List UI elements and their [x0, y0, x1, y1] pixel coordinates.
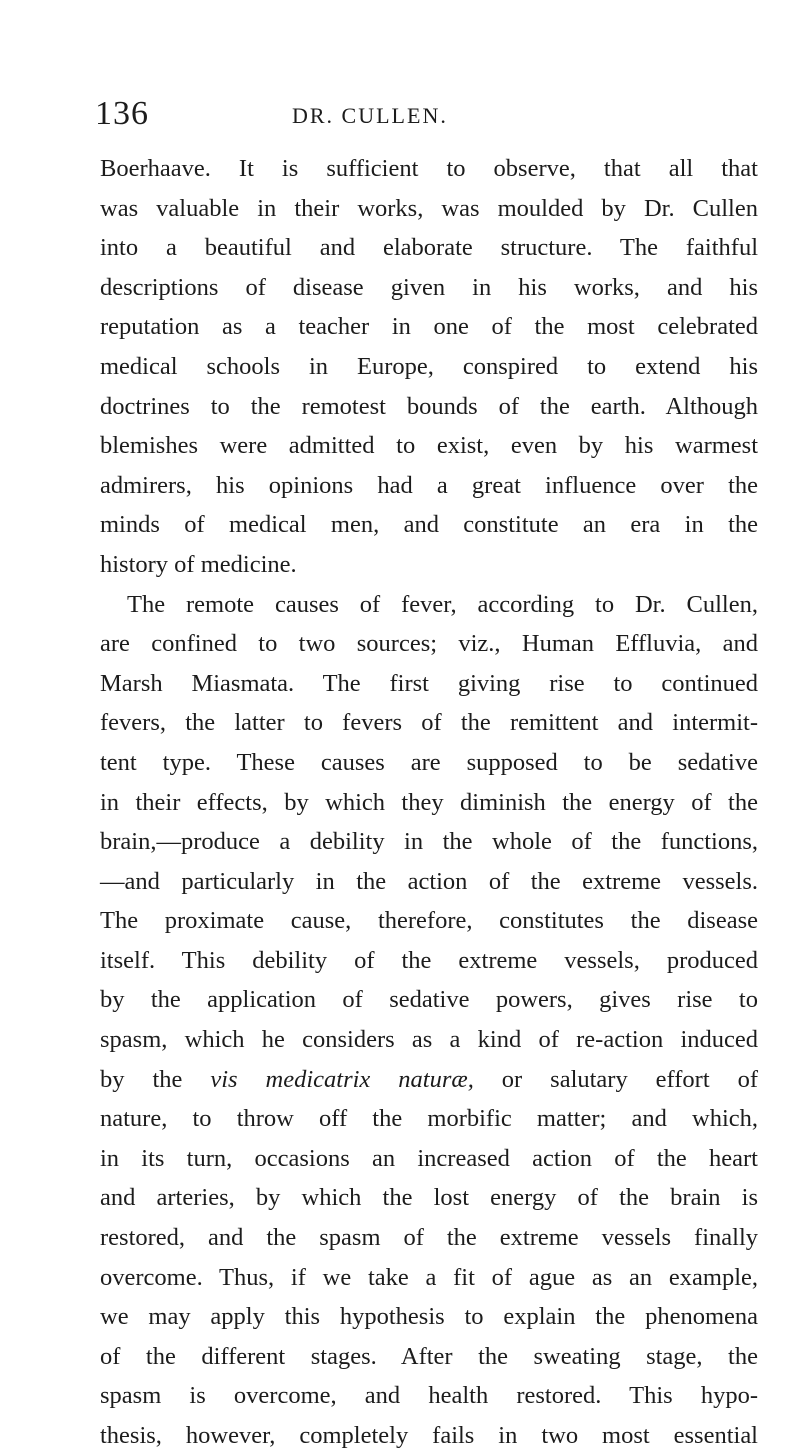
text-segment: by the: [100, 1065, 211, 1093]
text-line: medical schools in Europe, conspired to extend his: [100, 352, 758, 380]
text-line: reputation as a teacher in one of the most celebrated: [100, 313, 758, 341]
text-line: Marsh Miasmata. The first giving rise to continued: [100, 669, 758, 697]
page-header: [95, 92, 745, 136]
text-segment: or salutary effort of: [473, 1065, 759, 1093]
text-line: into a beautiful and elaborate structure. The faithful: [100, 234, 758, 262]
text-line: are confined to two sources; viz., Human Effluvia, and: [100, 630, 758, 658]
text-line: by the application of sedative powers, gives rise to: [100, 986, 758, 1014]
text-line: fevers, the latter to fevers of the remittent and intermit-: [100, 709, 758, 737]
text-line: of the different stages. After the sweating stage, the: [100, 1342, 758, 1370]
text-line-with-italic: [100, 1060, 758, 1100]
text-line: and arteries, by which the lost energy of the brain is: [100, 1184, 758, 1212]
text-line: spasm, which he considers as a kind of re-action induced: [100, 1026, 758, 1054]
text-line: blemishes were admitted to exist, even by his warmest: [100, 432, 758, 460]
body-text: [100, 149, 758, 1456]
text-line: descriptions of disease given in his works, and his: [100, 273, 758, 301]
running-head: DR. CULLEN.: [292, 103, 448, 128]
text-line: nature, to throw off the morbific matter; and which,: [100, 1105, 758, 1133]
page-number: 136: [95, 95, 149, 132]
text-line: admirers, his opinions had a great influence over the: [100, 471, 758, 499]
text-line: spasm is overcome, and health restored. This hypo-: [100, 1382, 758, 1410]
text-line: itself. This debility of the extreme vessels, produced: [100, 946, 758, 974]
text-line: Boerhaave. It is sufficient to observe, that all that: [100, 155, 758, 182]
text-line: doctrines to the remotest bounds of the earth. Although: [100, 392, 758, 420]
text-line: tent type. These causes are supposed to be sedative: [100, 748, 758, 776]
text-line: minds of medical men, and constitute an era in the: [100, 511, 758, 539]
text-line: was valuable in their works, was moulded by Dr. Cullen: [100, 194, 758, 222]
text-line: restored, and the spasm of the extreme vessels finally: [100, 1224, 758, 1252]
text-line: we may apply this hypothesis to explain the phenomena: [100, 1303, 758, 1331]
text-line: overcome. Thus, if we take a fit of ague as an example,: [100, 1263, 758, 1291]
text-line: —and particularly in the action of the extreme vessels.: [100, 867, 758, 895]
text-line: in its turn, occasions an increased action of the heart: [100, 1144, 758, 1172]
latin-phrase: vis medicatrix naturæ,: [210, 1065, 474, 1093]
text-line: thesis, however, completely fails in two most essential: [100, 1422, 758, 1449]
text-line: in their effects, by which they diminish the energy of the: [100, 788, 758, 816]
paragraph-start-line: The remote causes of fever, according to Dr. Cullen,: [127, 590, 758, 618]
text-line: history of medicine.: [100, 550, 297, 578]
text-line: brain,—produce a debility in the whole of the functions,: [100, 828, 758, 856]
text-line: The proximate cause, therefore, constitutes the disease: [100, 907, 758, 935]
